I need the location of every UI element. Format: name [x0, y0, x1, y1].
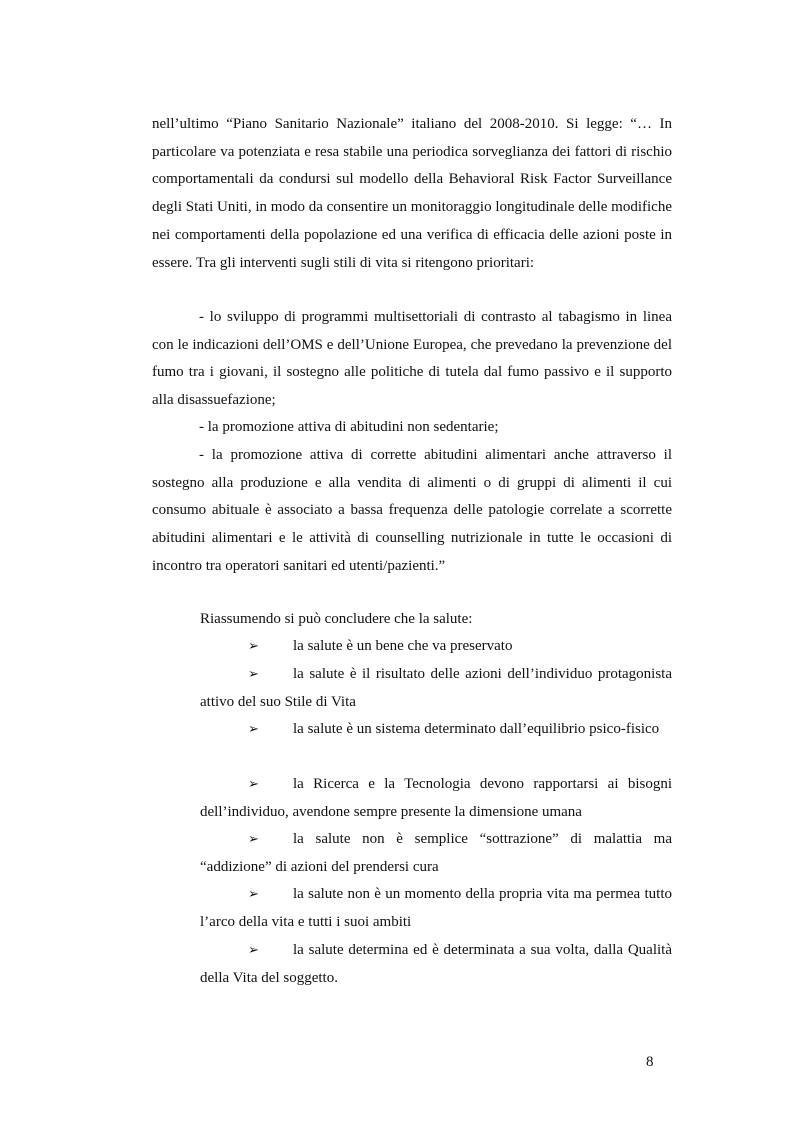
arrow-bullet-icon: ➢	[248, 667, 259, 682]
list-item-text: la salute è un sistema determinato dall’equilibrio psico-fisico	[293, 721, 660, 737]
arrow-bullet-icon: ➢	[248, 777, 259, 792]
list-item	[200, 881, 672, 936]
list-item-text: la salute è un bene che va preservato	[293, 638, 513, 654]
list-item	[200, 661, 672, 716]
list-item	[200, 937, 672, 992]
page-number: 8	[646, 1054, 654, 1070]
list-item-text: la salute non è semplice “sottrazione” di malattia ma “addizione” di azioni del prendersi cura	[200, 831, 672, 875]
list-item	[200, 826, 672, 881]
list-item-text: la salute è il risultato delle azioni dell’individuo protagonista attivo del suo Stile di Vita	[200, 666, 672, 710]
list-item-text: la salute non è un momento della propria vita ma permea tutto l’arco della vita e tutti i suoi ambiti	[200, 886, 672, 930]
arrow-bullet-icon: ➢	[248, 832, 259, 847]
paragraph-nutrition: - la promozione attiva di corrette abitudini alimentari anche attraverso il sostegno alla produzione e alla vendita di alimenti o di gruppi di alimenti il cui consumo abituale è associato a bassa frequenza delle patologie correlate a scorrette abitudini alimentari e le attività di counselling nutrizionale in tutte le occasioni di incontro tra operatori sanitari ed utenti/pazienti.”	[152, 447, 672, 574]
list-item-text: la Ricerca e la Tecnologia devono rapportarsi ai bisogni dell’individuo, avendone sempre presente la dimensione umana	[200, 776, 672, 820]
summary-intro: Riassumendo si può concludere che la salute:	[200, 611, 473, 627]
list-item	[200, 716, 672, 744]
arrow-bullet-icon: ➢	[248, 722, 259, 737]
list-item	[200, 771, 672, 826]
paragraph-intro: nell’ultimo “Piano Sanitario Nazionale” italiano del 2008-2010. Si legge: “… In particolare va potenziata e resa stabile una periodica sorveglianza dei fattori di rischio comportamentali da condursi sul modello della Behavioral Risk Factor Surveillance degli Stati Uniti, in modo da consentire un monitoraggio longitudinale delle modifiche nei comportamenti della popolazione ed una verifica di efficacia delle azioni poste in essere. Tra gli interventi sugli stili di vita si ritengono prioritari:	[152, 116, 672, 271]
list-item	[200, 633, 672, 661]
paragraph-smoking: - lo sviluppo di programmi multisettoriali di contrasto al tabagismo in linea con le indicazioni dell’OMS e dell’Unione Europea, che prevedano la prevenzione del fumo tra i giovani, il sostegno alle politiche di tutela dal fumo passivo e il supporto alla disassuefazione;	[152, 309, 672, 409]
arrow-bullet-icon: ➢	[248, 943, 259, 958]
arrow-bullet-icon: ➢	[248, 887, 259, 902]
list-item-text: la salute determina ed è determinata a sua volta, dalla Qualità della Vita del soggetto.	[200, 942, 672, 986]
paragraph-activity: - la promozione attiva di abitudini non sedentarie;	[199, 419, 499, 435]
arrow-bullet-icon: ➢	[248, 639, 259, 654]
